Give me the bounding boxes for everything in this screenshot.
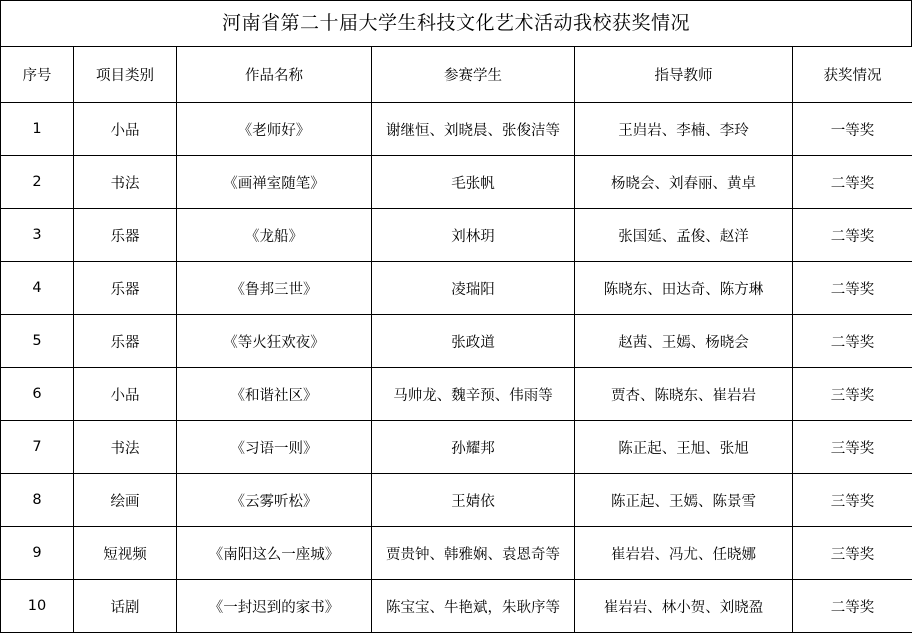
cell-award: 三等奖 (793, 421, 912, 474)
cell-work-title: 《和谐社区》 (177, 368, 372, 421)
page-title: 河南省第二十届大学生科技文化艺术活动我校获奖情况 (0, 1, 912, 46)
cell-work-title: 《南阳这么一座城》 (177, 527, 372, 580)
cell-students: 毛张帆 (372, 156, 575, 209)
cell-students: 贾贵钟、韩雅娴、袁恩奇等 (372, 527, 575, 580)
col-header-teachers: 指导教师 (575, 47, 793, 103)
cell-teachers: 崔岩岩、林小贺、刘晓盈 (575, 580, 793, 633)
table-row (1, 262, 912, 315)
cell-award: 一等奖 (793, 103, 912, 156)
cell-award: 三等奖 (793, 474, 912, 527)
cell-index: 4 (1, 262, 74, 315)
cell-students: 孙耀邦 (372, 421, 575, 474)
cell-teachers: 贾杏、陈晓东、崔岩岩 (575, 368, 793, 421)
cell-index: 6 (1, 368, 74, 421)
col-header-category: 项目类别 (74, 47, 177, 103)
cell-category: 书法 (74, 421, 177, 474)
cell-work-title: 《龙船》 (177, 209, 372, 262)
table-row (1, 156, 912, 209)
cell-index: 9 (1, 527, 74, 580)
table-row (1, 103, 912, 156)
cell-award: 二等奖 (793, 209, 912, 262)
cell-work-title: 《云雾听松》 (177, 474, 372, 527)
cell-category: 乐器 (74, 209, 177, 262)
cell-category: 乐器 (74, 262, 177, 315)
cell-teachers: 赵茜、王嫣、杨晓会 (575, 315, 793, 368)
cell-work-title: 《习语一则》 (177, 421, 372, 474)
cell-award: 二等奖 (793, 156, 912, 209)
cell-teachers: 张国延、孟俊、赵洋 (575, 209, 793, 262)
cell-students: 马帅龙、魏辛预、伟雨等 (372, 368, 575, 421)
cell-work-title: 《等火狂欢夜》 (177, 315, 372, 368)
cell-category: 小品 (74, 368, 177, 421)
awards-table (0, 46, 912, 633)
cell-award: 二等奖 (793, 580, 912, 633)
cell-index: 3 (1, 209, 74, 262)
table-row (1, 474, 912, 527)
table-row (1, 209, 912, 262)
col-header-students: 参赛学生 (372, 47, 575, 103)
cell-category: 绘画 (74, 474, 177, 527)
cell-work-title: 《一封迟到的家书》 (177, 580, 372, 633)
cell-students: 王婧依 (372, 474, 575, 527)
cell-category: 话剧 (74, 580, 177, 633)
table-row (1, 421, 912, 474)
cell-index: 10 (1, 580, 74, 633)
table-row (1, 368, 912, 421)
cell-award: 二等奖 (793, 315, 912, 368)
cell-award: 二等奖 (793, 262, 912, 315)
cell-students: 凌瑞阳 (372, 262, 575, 315)
cell-students: 张政道 (372, 315, 575, 368)
cell-teachers: 陈晓东、田达奇、陈方琳 (575, 262, 793, 315)
cell-category: 短视频 (74, 527, 177, 580)
cell-work-title: 《老师好》 (177, 103, 372, 156)
cell-index: 8 (1, 474, 74, 527)
cell-index: 2 (1, 156, 74, 209)
col-header-index: 序号 (1, 47, 74, 103)
table-body (1, 103, 912, 633)
cell-students: 陈宝宝、牛艳斌，朱耿序等 (372, 580, 575, 633)
cell-work-title: 《画禅室随笔》 (177, 156, 372, 209)
cell-teachers: 杨晓会、刘春丽、黄卓 (575, 156, 793, 209)
cell-index: 5 (1, 315, 74, 368)
cell-teachers: 陈正起、王嫣、陈景雪 (575, 474, 793, 527)
cell-category: 书法 (74, 156, 177, 209)
cell-index: 7 (1, 421, 74, 474)
cell-teachers: 陈正起、王旭、张旭 (575, 421, 793, 474)
header-row (1, 47, 912, 103)
cell-category: 乐器 (74, 315, 177, 368)
cell-teachers: 崔岩岩、冯尤、任晓娜 (575, 527, 793, 580)
table-row (1, 527, 912, 580)
table-row (1, 315, 912, 368)
table-row (1, 580, 912, 633)
cell-award: 三等奖 (793, 527, 912, 580)
cell-award: 三等奖 (793, 368, 912, 421)
cell-work-title: 《鲁邦三世》 (177, 262, 372, 315)
col-header-award: 获奖情况 (793, 47, 912, 103)
cell-index: 1 (1, 103, 74, 156)
cell-students: 刘林玥 (372, 209, 575, 262)
col-header-work: 作品名称 (177, 47, 372, 103)
cell-category: 小品 (74, 103, 177, 156)
cell-students: 谢继恒、刘晓晨、张俊洁等 (372, 103, 575, 156)
cell-teachers: 王岿岩、李楠、李玲 (575, 103, 793, 156)
